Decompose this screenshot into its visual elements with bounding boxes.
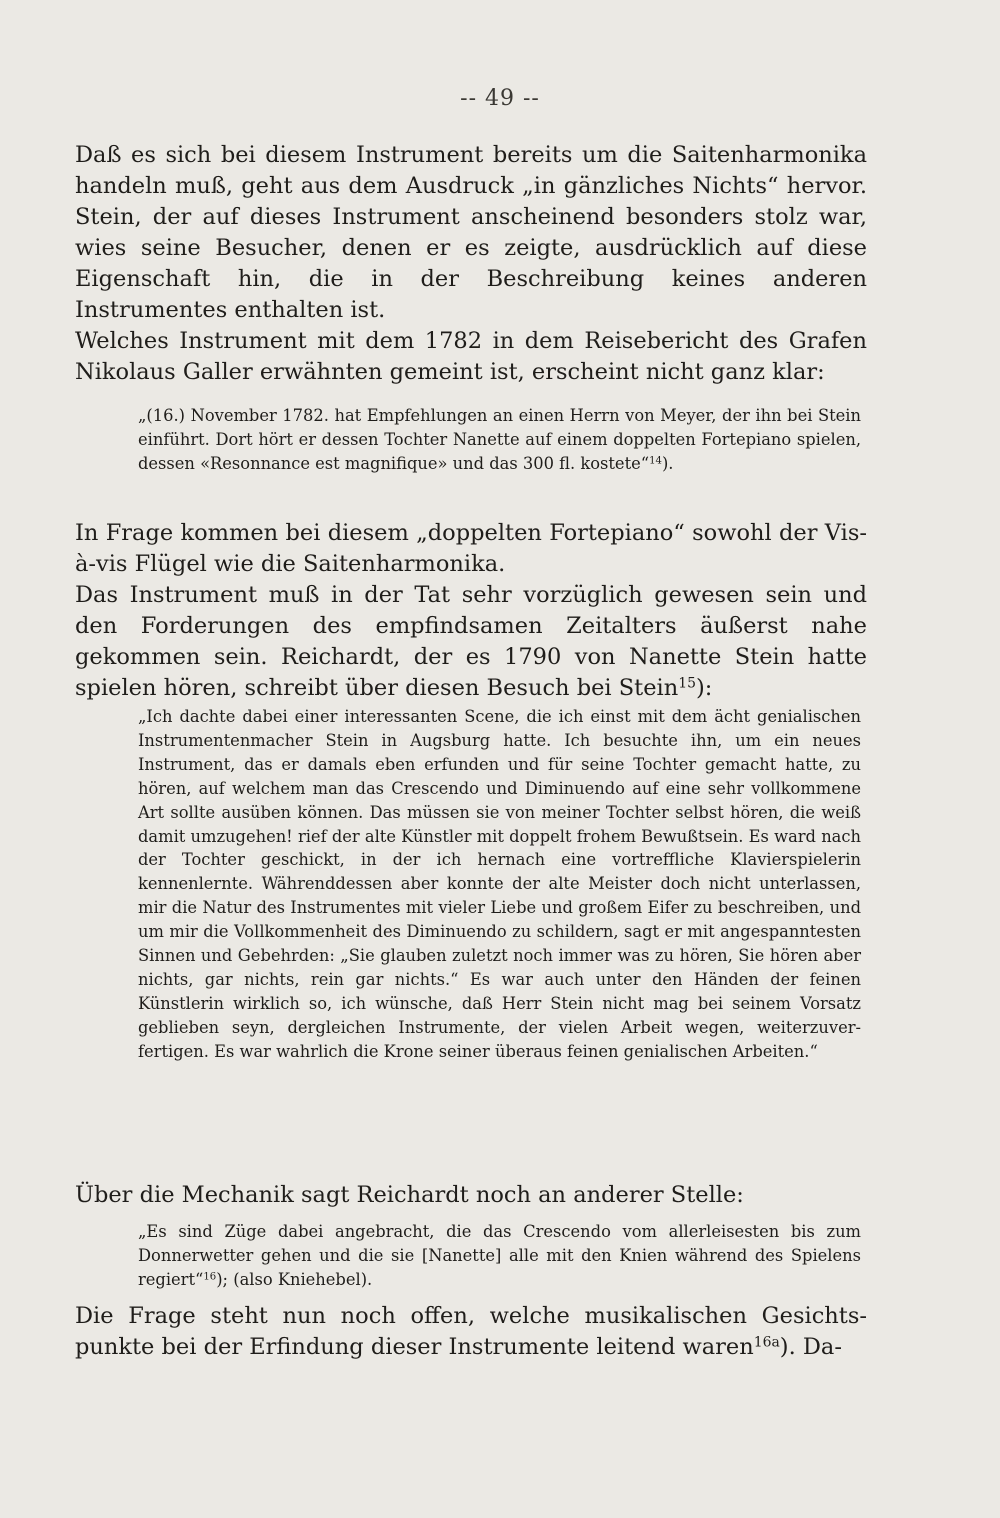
paragraph-doppeltes-fortepiano <box>75 518 867 580</box>
paragraph-mechanik <box>75 1180 867 1211</box>
paragraph-tail: ): <box>695 675 713 702</box>
quote-reichardt-mechanik <box>138 1220 861 1292</box>
quote-text: „(16.) November 1782. hat Empfehlungen an einen Herrn von Meyer, der ihn bei Stein einführt. Dort hört er dessen Tochter Nanette auf einem doppelten Fortepiano spielen, dessen «Resonnance est magnifique» und das 300 fl. kostete“ <box>138 406 861 473</box>
quote-tail: ); (also Kniehebel). <box>216 1269 373 1289</box>
paragraph-saitenharmonika <box>75 140 867 327</box>
footnote-ref: 16 <box>203 1271 217 1283</box>
quote-text: „Es sind Züge dabei angebracht, die das Crescendo vom allerleisesten bis zum Donnerwetter gehen und die sie [Nanette] alle mit den Knien während des Spielens regiert“ <box>138 1222 861 1289</box>
footnote-ref: 16a <box>753 1334 780 1351</box>
paragraph-text: Daß es sich bei diesem Instrument bereits um die Saitenharmonika handeln muß, geht aus dem Ausdruck „in gänzliches Nichts“ hervor. Stein, der auf dieses Instrument anscheinend besonders stolz war, wies seine Besucher, denen er es zeigte, ausdrücklich auf diese Eigenschaft hin, die in der Beschreibung keines anderen Instrumentes enthalten ist. <box>75 142 867 324</box>
paragraph-text: Über die Mechanik sagt Reichardt noch an anderer Stelle: <box>75 1182 744 1208</box>
paragraph-galler-report <box>75 326 867 388</box>
paragraph-tail: ). Da- <box>779 1334 842 1361</box>
paragraph-text: Welches Instrument mit dem 1782 in dem Reisebericht des Grafen Nikolaus Galler erwähnten gemeint ist, erscheint nicht ganz klar: <box>75 328 867 386</box>
quote-text: „Ich dachte dabei einer interessanten Scene, die ich einst mit dem ächt genialischen Instrumentenmacher Stein in Augsburg hatte. Ich besuchte ihn, um ein neues Instrument, das er damals eben erfunden und für seine Tochter gemacht hatte, zu hören, auf welchem man das Crescendo und Diminuendo auf eine sehr vollkommene Art sollte ausüben können. Das müssen sie von meiner Tochter selbst hören, die weiß damit umzugehen! rief der alte Künstler mit doppelt frohem Bewußtsein. Es ward nach der Tochter geschickt, in der ich hernach eine vortreffliche Klavierspielerin kennenlernte. Währenddessen aber konnte der alte Meister doch nicht unterlassen, mir die Natur des Instrumentes mit vieler Liebe und großem Eifer zu beschreiben, und um mir die Vollkommenheit des Diminuendo zu schildern, sagt er mit angespanntesten Sinnen und Gebehrden: „Sie glauben zuletzt noch immer was zu hören, Sie hören aber nichts, gar nichts, rein gar nichts.“ Es war auch unter den Händen der feinen Künstlerin wirklich so, ich wünsche, daß Herr Stein nicht mag bei seinem Vorsatz geblieben seyn, dergleichen Instrumente, der vielen Arbeit wegen, weiterzuverfertigen. Es war wahrlich die Krone seiner überaus feinen genialischen Arbeiten.“ <box>138 707 861 1061</box>
paragraph-text: Das Instrument muß in der Tat sehr vorzüglich gewesen sein und den Forderungen des empfindsamen Zeitalters äußerst nahe gekommen sein. Reichardt, der es 1790 von Nanette Stein hatte spielen hören, schreibt über diesen Besuch bei Stein <box>75 582 867 702</box>
paragraph-reichardt-intro <box>75 580 867 704</box>
paragraph-text: In Frage kommen bei diesem „doppelten Fortepiano“ sowohl der Vis-à-vis Flügel wie die Saitenharmonika. <box>75 520 867 578</box>
paragraph-text: Die Frage steht nun noch offen, welche musikalischen Gesichtspunkte bei der Erfindung dieser Instrumente leitend waren <box>75 1303 867 1361</box>
footnote-ref: 15 <box>678 675 696 692</box>
page-number: -- 49 -- <box>460 86 540 111</box>
quote-galler <box>138 404 861 476</box>
quote-reichardt-scene <box>138 705 861 1064</box>
quote-tail: ). <box>661 453 674 473</box>
paragraph-musical-question <box>75 1301 867 1363</box>
footnote-ref: 14 <box>649 455 662 467</box>
